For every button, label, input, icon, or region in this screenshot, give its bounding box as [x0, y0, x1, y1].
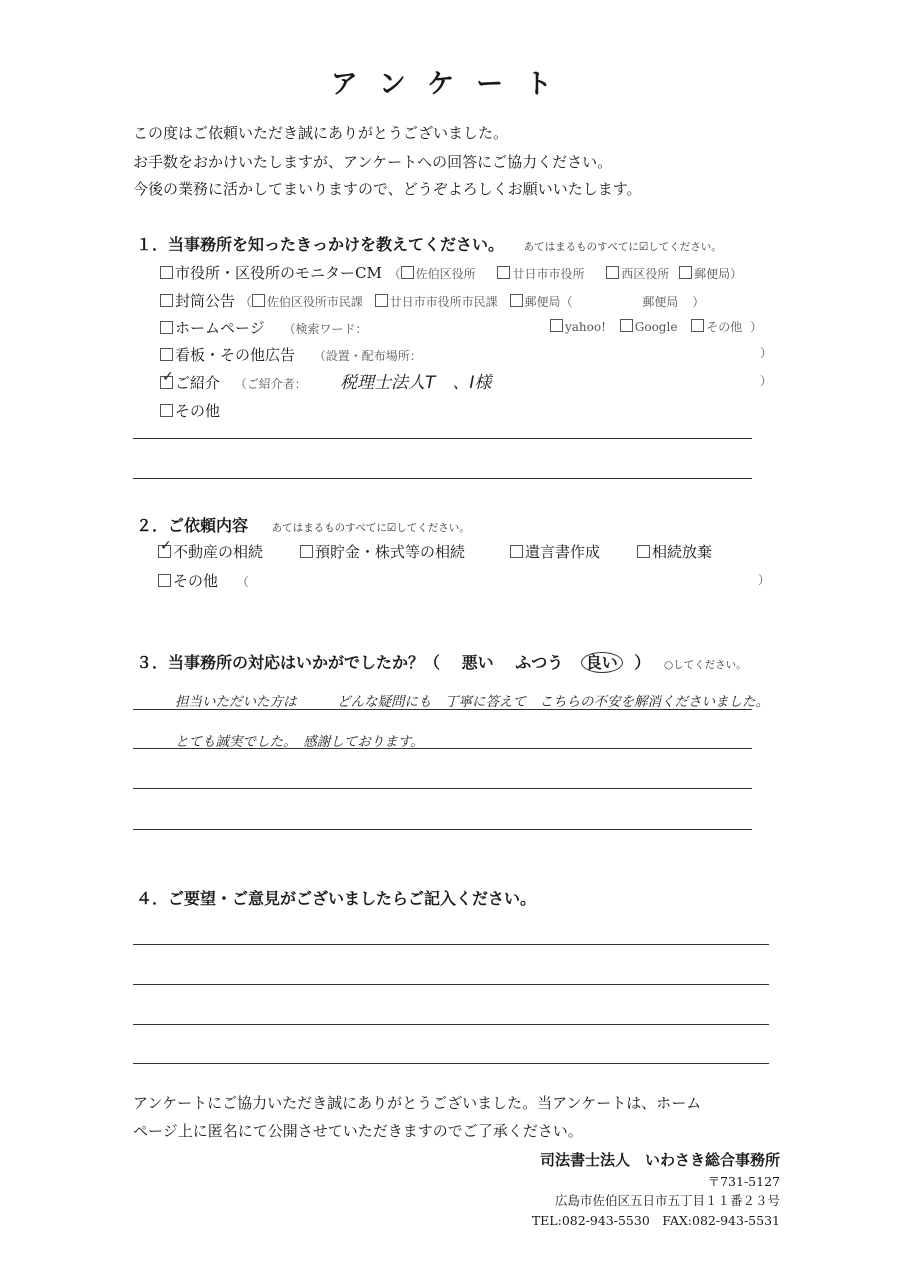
checkbox[interactable]: [637, 545, 650, 558]
q3-answer-line: [133, 829, 752, 830]
footer-line-2: ページ上に匿名にて公開させていただきますのでご了承ください。: [133, 1122, 583, 1140]
q2-other-close: ）: [758, 573, 771, 587]
q1-option-referral[interactable]: ✓ご紹介 （ご紹介者：: [160, 372, 307, 393]
q3-choice-good-circled[interactable]: 良い: [581, 652, 623, 673]
checkbox[interactable]: [160, 321, 173, 334]
checkbox[interactable]: [160, 294, 173, 307]
intro-line-2: お手数をおかけいたしますが、アンケートへの回答にご協力ください。: [133, 153, 613, 171]
organization-name: 司法書士法人 いわさき総合事務所: [539, 1151, 780, 1169]
q1-option-envelope[interactable]: 封筒公告 （ 佐伯区役所市民課 廿日市市役所市民課 郵便局（ 郵便局 ）: [160, 290, 704, 311]
checkbox[interactable]: [158, 574, 171, 587]
intro-line-3: 今後の業務に活かしてまいりますので、どうぞよろしくお願いいたします。: [133, 180, 642, 198]
address: 広島市佐伯区五日市五丁目１１番２３号: [554, 1193, 780, 1208]
q1-option-other[interactable]: その他: [160, 400, 220, 421]
q3-note: ○してください。: [663, 659, 747, 671]
checkbox[interactable]: [606, 266, 619, 279]
q2-option-real-estate[interactable]: ✓不動産の相続: [158, 541, 263, 562]
q4-heading: ４．ご要望・ご意見がございましたらご記入ください。: [136, 889, 537, 908]
q1-heading-text: １．当事務所を知ったきっかけを教えてください。: [136, 235, 505, 254]
q4-answer-line: [133, 1024, 769, 1025]
q1-heading: [136, 232, 722, 255]
q1-referral-close: ）: [760, 374, 773, 388]
q1-note: あてはまるものすべてに☑してください。: [523, 241, 722, 253]
checkbox[interactable]: [160, 404, 173, 417]
q1-signboard-close: ）: [760, 346, 773, 360]
checkbox[interactable]: [510, 545, 523, 558]
q3-answer-line: [133, 709, 752, 710]
checkbox[interactable]: [497, 266, 510, 279]
checkbox[interactable]: [160, 348, 173, 361]
contact-numbers: TEL:082-943-5530 FAX:082-943-5531: [531, 1213, 780, 1228]
checkbox[interactable]: [679, 266, 692, 279]
checkbox[interactable]: [550, 319, 563, 332]
q1-answer-line: [133, 438, 752, 439]
q3-answer-line: [133, 788, 752, 789]
q4-answer-line: [133, 944, 769, 945]
q3-handwritten-line-1: 担当いただいた方は どんな疑問にも 丁寧に答えて こちらの不安を解消くださいました。: [175, 694, 769, 710]
page-title: アンケート: [330, 69, 575, 100]
checkbox[interactable]: [691, 319, 704, 332]
q3-choice-bad[interactable]: 悪い: [461, 653, 494, 672]
q1-homepage-engines: yahoo! Google その他 ）: [550, 318, 762, 335]
checkbox[interactable]: [401, 266, 414, 279]
postal-code: 〒731-5127: [707, 1174, 780, 1189]
q4-answer-line: [133, 1063, 769, 1064]
checkbox[interactable]: [252, 294, 265, 307]
q1-option-signboard[interactable]: 看板・その他広告 （設置・配布場所：: [160, 344, 422, 365]
q2-option-renunciation[interactable]: 相続放棄: [637, 541, 712, 562]
q4-answer-line: [133, 984, 769, 985]
q3-heading: ３．当事務所の対応はいかがでしたか？（ 悪い ふつう 良い ） ○してください。: [136, 653, 747, 672]
checkbox[interactable]: [160, 266, 173, 279]
checkbox[interactable]: [510, 294, 523, 307]
q1-referral-handwritten: 税理士法人T 、I様: [340, 373, 492, 393]
checkbox-checked[interactable]: [158, 545, 171, 558]
intro-line-1: この度はご依頼いただき誠にありがとうございました。: [133, 124, 509, 142]
q2-option-will[interactable]: 遺言書作成: [510, 541, 600, 562]
checkbox[interactable]: [375, 294, 388, 307]
checkbox-checked[interactable]: [160, 376, 173, 389]
footer-line-1: アンケートにご協力いただき誠にありがとうございました。当アンケートは、ホーム: [133, 1094, 702, 1112]
checkbox[interactable]: [300, 545, 313, 558]
q1-answer-line: [133, 478, 752, 479]
q2-option-other[interactable]: その他 （: [158, 570, 249, 591]
q2-heading: ２．ご依頼内容 あてはまるものすべてに☑してください。: [136, 516, 470, 535]
q3-handwritten-line-2: とても誠実でした。 感謝しております。: [175, 734, 424, 750]
q3-answer-line: [133, 748, 752, 749]
q1-option-monitor[interactable]: 市役所・区役所のモニターCM （ 佐伯区役所 廿日市市役所 西区役所 郵便局）: [160, 262, 742, 283]
q3-choice-normal[interactable]: ふつう: [515, 653, 564, 672]
q2-note: あてはまるものすべてに☑してください。: [271, 522, 470, 534]
q1-option-homepage[interactable]: ホームページ （検索ワード：: [160, 317, 368, 338]
q2-option-deposits[interactable]: 預貯金・株式等の相続: [300, 541, 465, 562]
checkbox[interactable]: [620, 319, 633, 332]
